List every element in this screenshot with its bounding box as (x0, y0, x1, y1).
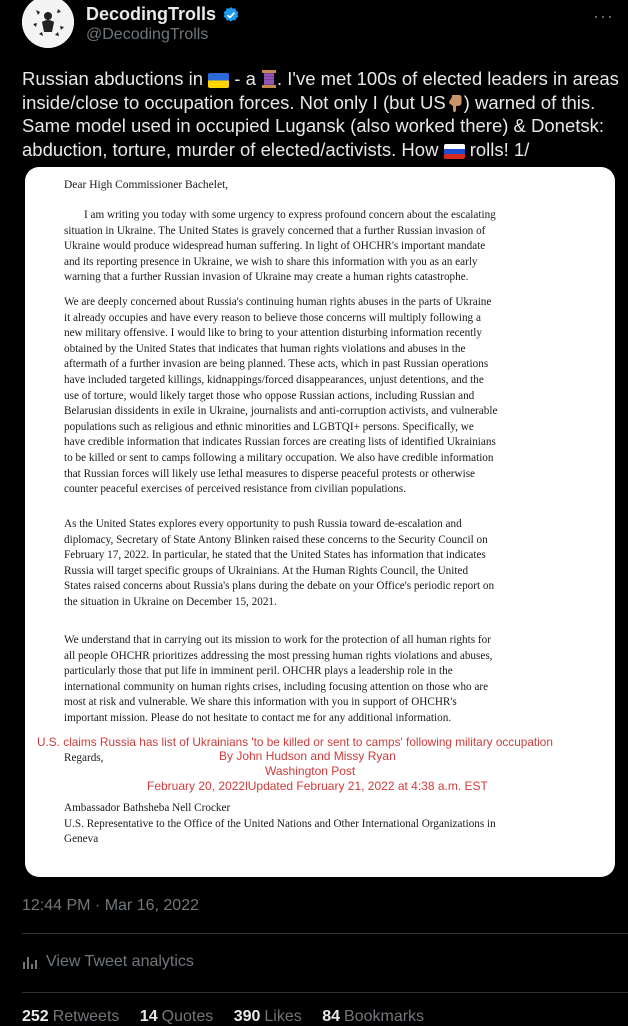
divider (22, 992, 628, 993)
tweet-text-segment: rolls! 1/ (464, 138, 530, 160)
signature-line: U.S. Representative to the Office of the United Nations and Other International Organizations in (64, 817, 496, 830)
view-analytics-link[interactable] (22, 953, 194, 971)
retweets-stat[interactable] (22, 1008, 135, 1025)
tweet-text (22, 67, 619, 161)
likes-label: Likes (264, 1008, 302, 1025)
letter-line: States raised concerns about Russia's plans during the debate on your Office's periodic report on (64, 580, 495, 593)
tweet-text-segment: inside/close to occupation forces. Not only I (but US (22, 91, 446, 113)
avatar[interactable] (22, 0, 74, 48)
letter-line: Belarusian dissidents in exile in Ukraine, journalists and anti-corruption activists, and vulnerable (64, 405, 498, 418)
avatar-icon (22, 0, 74, 48)
letter-paragraph-2 (64, 295, 582, 498)
letter-line: have included targeted killings, kidnappings/forced disappearances, unjust detentions, and the (64, 373, 484, 386)
letter-line: particularly those that put life in imminent peril. OHCHR plays a leadership role in the (64, 665, 453, 678)
letter-signature (64, 801, 496, 848)
letter-line: and its reporting presence in Ukraine, we wish to share this information with you as an early (64, 255, 478, 268)
letter-line: international community on human rights crises, including focusing attention on those who are (64, 680, 489, 693)
letter-line: February 17, 2022. In particular, he stated that the United States has information that indicates (64, 549, 486, 562)
letter-line: populations such as religious and ethnic minorities and LGBTQI+ persons. Specifically, we (64, 420, 474, 433)
letter-line: situation in Ukraine. The United States is gravely concerned that a further Russian invasion of (64, 224, 486, 237)
display-name[interactable] (86, 4, 240, 25)
ukraine-flag-icon (208, 73, 229, 88)
tweet-text-segment: Russian abductions in (22, 68, 209, 89)
quotes-stat[interactable] (140, 1008, 229, 1025)
letter-line: to be killed or sent to camps following a military occupation. We also have credible information (64, 451, 494, 464)
tweet-text-segment: . I've met 100s of elected leaders in areas (277, 68, 619, 89)
letter-line: important mission. Please do not hesitate to contact me for any additional information. (64, 711, 452, 724)
letter-line: it already occupies and have every reason to believe those concerns will multiply following a (64, 311, 481, 324)
likes-count: 390 (233, 1008, 261, 1025)
thread-spool-icon (261, 70, 277, 88)
letter-line: aftermath of a further invasion are being planned. These acts, which in past Russian operations (64, 358, 489, 371)
analytics-icon (22, 954, 38, 970)
overlay-date: February 20, 2022lUpdated February 21, 2022 at 4:38 a.m. EST (147, 779, 488, 793)
letter-line: have credible information that indicates Russian forces are creating lists of identified Ukrainians (64, 436, 496, 449)
letter-line: use of torture, would likely target those who oppose Russian actions, including Russian and (64, 389, 475, 402)
tweet-timestamp[interactable]: 12:44 PM · Mar 16, 2022 (22, 897, 199, 914)
tweet-text-segment: abduction, torture, murder of elected/activists. How (22, 138, 444, 160)
overlay-byline: By John Hudson and Missy Ryan (219, 749, 396, 763)
signature-line: Geneva (64, 833, 99, 846)
retweets-label: Retweets (52, 1008, 120, 1025)
pointing-down-hand-icon (446, 94, 464, 112)
divider (22, 933, 628, 934)
bookmarks-label: Bookmarks (344, 1008, 425, 1025)
letter-line: that Russian forces will likely use lethal measures to disperse peaceful protests or otherwise (64, 467, 476, 480)
letter-line: obtained by the United States that indicates that human rights violations and abuses in the (64, 342, 466, 355)
letter-line: new military offensive. I would like to bring to your attention disturbing information recently (64, 327, 482, 340)
letter-line: Russia will target specific groups of Ukrainians. At the Human Rights Council, the United (64, 564, 469, 577)
letter-regards-text: Regards, (64, 752, 104, 764)
verified-badge-icon (222, 6, 240, 24)
letter-line: all people OHCHR prioritizes addressing the most pressing human rights violations and abuses, (64, 649, 493, 662)
retweets-count: 252 (22, 1008, 49, 1025)
letter-paragraph-3 (64, 517, 582, 611)
bookmarks-stat[interactable] (322, 1008, 440, 1025)
russia-flag-icon (444, 144, 465, 159)
letter-paragraph-1 (64, 208, 582, 286)
quotes-count: 14 (139, 1008, 158, 1025)
signature-line: Ambassador Bathsheba Nell Crocker (64, 802, 231, 814)
more-options-icon[interactable]: ··· (593, 6, 614, 26)
tweet-text-segment: ) warned of this. (463, 91, 596, 113)
letter-line: As the United States explores every opportunity to push Russia toward de-escalation and (64, 518, 462, 530)
bookmarks-count: 84 (322, 1008, 341, 1025)
letter-line: diplomacy, Secretary of State Antony Blinken raised these concerns to the Security Council on (64, 533, 488, 546)
quotes-label: Quotes (161, 1008, 214, 1025)
overlay-outlet: Washington Post (265, 764, 356, 778)
handle[interactable]: @DecodingTrolls (86, 26, 209, 43)
letter-line: the situation in Ukraine on December 15, 2021. (64, 595, 277, 608)
tweet-text-line: Same model used in occupied Lugansk (also worked there) & Donetsk: (22, 115, 605, 136)
tweet-text-segment: - a (229, 68, 262, 89)
letter-line: We are deeply concerned about Russia's continuing human rights abuses in the parts of Ukraine (64, 296, 492, 308)
letter-line: warning that a further Russian invasion of Ukraine may create a human rights catastrophe. (64, 271, 469, 284)
letter-line: Ukraine would produce widespread human suffering. In light of OHCHR's important mandate (64, 240, 486, 253)
attached-letter-image[interactable] (25, 167, 615, 877)
display-name-text[interactable]: DecodingTrolls (86, 4, 217, 24)
letter-paragraph-4 (64, 633, 582, 727)
letter-regards (64, 751, 103, 767)
letter-line: most at risk and vulnerable. We share this information with you in support of OHCHR's (64, 696, 457, 709)
letter-line: counter peaceful exercises of perceived resistance from civilian populations. (64, 483, 407, 496)
overlay-headline: U.S. claims Russia has list of Ukrainians 'to be killed or sent to camps' following military occupation (37, 735, 553, 749)
engagement-stats (22, 1008, 440, 1026)
analytics-label[interactable]: View Tweet analytics (46, 953, 194, 970)
letter-salutation: Dear High Commissioner Bachelet, (64, 179, 229, 191)
likes-stat[interactable] (234, 1008, 318, 1025)
letter-line: I am writing you today with some urgency to express profound concern about the escalating (84, 209, 496, 221)
letter-line: We understand that in carrying out its mission to work for the protection of all human rights for (64, 634, 491, 646)
